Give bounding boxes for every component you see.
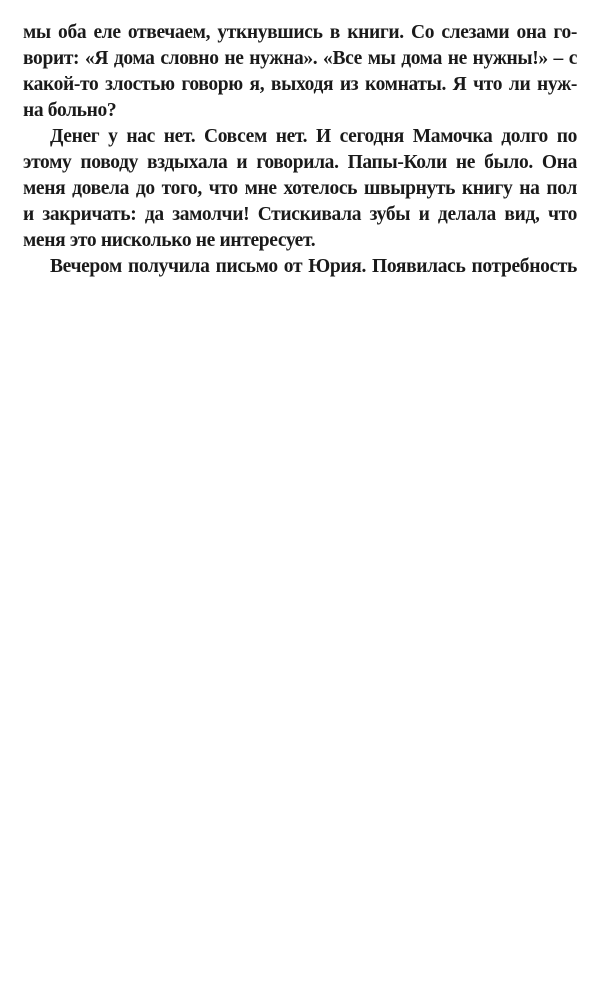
text-line: Денег у нас нет. Совсем нет. И сегодня Мамочка долго по <box>50 126 577 147</box>
text-line: Вечером получила письмо от Юрия. Появилась потребность <box>50 256 577 277</box>
text-line: мы оба еле отвечаем, уткнувшись в книги. Со слезами она го- <box>23 22 577 43</box>
text-line: меня довела до того, что мне хотелось швырнуть книгу на пол <box>23 178 577 199</box>
text-line: этому поводу вздыхала и говорила. Папы-Коли не было. Она <box>23 152 577 173</box>
text-line: меня это нисколько не интересует. <box>23 230 316 251</box>
text-line: и закричать: да замолчи! Стискивала зубы и делала вид, что <box>23 204 577 225</box>
text-line: ворит: «Я дома словно не нужна». «Все мы дома не нужны!» – с <box>23 48 577 69</box>
text-line: какой-то злостью говорю я, выходя из комнаты. Я что ли нуж- <box>23 74 577 95</box>
text-line: на больно? <box>23 100 117 121</box>
